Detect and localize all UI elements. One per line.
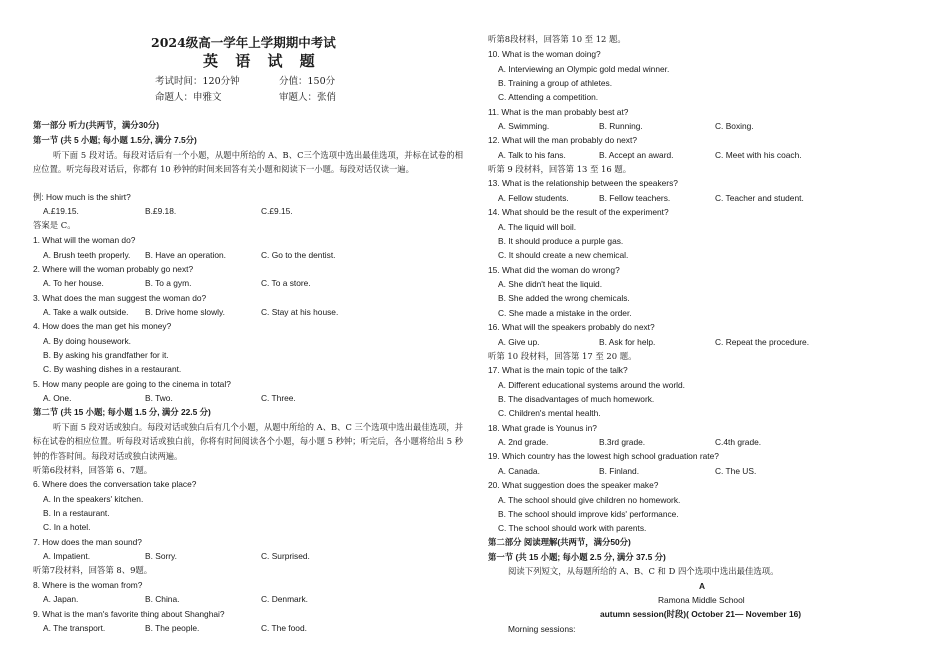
passage-morning-sessions: Morning sessions: — [508, 624, 576, 634]
q20-option-a: A. The school should give children no homework. — [498, 495, 681, 505]
q11-option-b: B. Running. — [599, 121, 643, 131]
q8-option-a: A. Japan. — [43, 594, 79, 604]
example-option-b: B.£9.18. — [145, 206, 177, 216]
q10-option-b: B. Training a group of athletes. — [498, 78, 613, 88]
q19-option-c: C. The US. — [715, 466, 757, 476]
cue-6-7: 听第6段材料，回答第 6、7题。 — [33, 465, 153, 475]
question-13: 13. What is the relationship between the speakers? — [488, 178, 678, 188]
question-16: 16. What will the speakers probably do next? — [488, 322, 655, 332]
q15-option-b: B. She added the wrong chemicals. — [498, 293, 630, 303]
q14-option-b: B. It should produce a purple gas. — [498, 236, 624, 246]
q3-option-c: C. Stay at his house. — [261, 307, 339, 317]
q10-option-a: A. Interviewing an Olympic gold medal winner. — [498, 64, 670, 74]
q10-option-c: C. Attending a competition. — [498, 92, 599, 102]
q6-option-a: A. In the speakers' kitchen. — [43, 494, 144, 504]
q9-option-a: A. The transport. — [43, 623, 106, 633]
question-7: 7. How does the man sound? — [33, 537, 142, 547]
q5-option-b: B. Two. — [145, 393, 173, 403]
q12-option-a: A. Talk to his fans. — [498, 150, 566, 160]
part2-section1-heading: 第一节 (共 15 小题; 每小题 2.5 分, 满分 37.5 分) — [488, 552, 666, 562]
q6-option-c: C. In a hotel. — [43, 522, 91, 532]
exam-subject: 英 语 试 题 — [203, 52, 321, 70]
question-10: 10. What is the woman doing? — [488, 49, 601, 59]
question-1: 1. What will the woman do? — [33, 235, 136, 245]
cue-10-12: 听第8段材料，回答第 10 至 12 题。 — [488, 34, 626, 44]
q2-option-c: C. To a store. — [261, 278, 311, 288]
part1-section2-heading: 第二节 (共 15 小题; 每小题 1.5 分, 满分 22.5 分) — [33, 407, 211, 417]
q4-option-a: A. By doing housework. — [43, 336, 131, 346]
q18-option-a: A. 2nd grade. — [498, 437, 549, 447]
question-6: 6. Where does the conversation take place? — [33, 479, 197, 489]
part1-section1-heading: 第一节 (共 5 小题; 每小题 1.5分, 满分 7.5分) — [33, 135, 197, 145]
q9-option-c: C. The food. — [261, 623, 307, 633]
q19-option-a: A. Canada. — [498, 466, 540, 476]
q20-option-c: C. The school should work with parents. — [498, 523, 647, 533]
question-4: 4. How does the man get his money? — [33, 321, 172, 331]
q4-option-b: B. By asking his grandfather for it. — [43, 350, 169, 360]
q6-option-b: B. In a restaurant. — [43, 508, 110, 518]
q13-option-c: C. Teacher and student. — [715, 193, 804, 203]
q17-option-b: B. The disadvantages of much homework. — [498, 394, 655, 404]
part2-instructions: 阅读下列短文，从每题所给的 A、B、C 和 D 四个选项中选出最佳选项。 — [508, 566, 779, 576]
q16-option-b: B. Ask for help. — [599, 337, 656, 347]
exam-time: 考试时间：120分钟 — [155, 76, 240, 87]
question-8: 8. Where is the woman from? — [33, 580, 143, 590]
q8-option-c: C. Denmark. — [261, 594, 309, 604]
q1-option-a: A. Brush teeth properly. — [43, 250, 131, 260]
q16-option-a: A. Give up. — [498, 337, 540, 347]
question-14: 14. What should be the result of the experiment? — [488, 207, 669, 217]
passage-session: autumn session(时段)( October 21— November 16) — [600, 609, 802, 619]
q1-option-c: C. Go to the dentist. — [261, 250, 336, 260]
example-option-a: A.£19.15. — [43, 206, 79, 216]
q17-option-a: A. Different educational systems around the world. — [498, 380, 685, 390]
q7-option-c: C. Surprised. — [261, 551, 310, 561]
question-20: 20. What suggestion does the speaker make? — [488, 480, 659, 490]
q4-option-c: C. By washing dishes in a restaurant. — [43, 364, 182, 374]
question-19: 19. Which country has the lowest high school graduation rate? — [488, 451, 719, 461]
part1-section2-instructions: 听下面 5 段对话或独白。每段对话或独白后有几个小题，从题中所给的 A、B、C 三个选项中选出最佳选项，并标在试卷的相应位置。听每段对话或独白前，你将有时间阅读各个小题，每小题 5 秒钟；听完后，各小题将给出 5 秒钟的作答时间。每段对话或独白读两遍。 — [33, 422, 463, 461]
q20-option-b: B. The school should improve kids' performance. — [498, 509, 679, 519]
q18-option-c: C.4th grade. — [715, 437, 762, 447]
q2-option-b: B. To a gym. — [145, 278, 192, 288]
q18-option-b: B.3rd grade. — [599, 437, 646, 447]
q16-option-c: C. Repeat the procedure. — [715, 337, 810, 347]
q15-option-a: A. She didn't heat the liquid. — [498, 279, 603, 289]
q2-option-a: A. To her house. — [43, 278, 104, 288]
q7-option-a: A. Impatient. — [43, 551, 91, 561]
q8-option-b: B. China. — [145, 594, 180, 604]
example-option-c: C.£9.15. — [261, 206, 293, 216]
question-18: 18. What grade is Younus in? — [488, 423, 597, 433]
q12-option-b: B. Accept an award. — [599, 150, 674, 160]
part1-heading: 第一部分 听力(共两节，满分30分) — [33, 120, 160, 130]
q17-option-c: C. Children's mental health. — [498, 408, 601, 418]
q9-option-b: B. The people. — [145, 623, 200, 633]
question-11: 11. What is the man probably best at? — [488, 107, 629, 117]
q11-option-c: C. Boxing. — [715, 121, 754, 131]
question-15: 15. What did the woman do wrong? — [488, 265, 620, 275]
q5-option-c: C. Three. — [261, 393, 296, 403]
passage-title: Ramona Middle School — [658, 595, 745, 605]
part1-section1-instructions: 听下面 5 段对话。每段对话后有一个小题，从题中所给的 A、B、C三个选项中选出最佳选项，并标在试卷的相应位置。听完每段对话后，你都有 10 秒钟的时间来回答有关小题和阅读下一小题。每段对话仅读一遍。 — [33, 150, 463, 175]
passage-label: A — [699, 581, 706, 591]
example-question: 例: How much is the shirt? — [33, 192, 131, 202]
q14-option-c: C. It should create a new chemical. — [498, 250, 629, 260]
example-answer: 答案是 C。 — [33, 220, 76, 230]
exam-title: 2024级高一学年上学期期中考试 — [151, 35, 336, 50]
question-3: 3. What does the man suggest the woman do? — [33, 293, 207, 303]
q11-option-a: A. Swimming. — [498, 121, 550, 131]
q1-option-b: B. Have an operation. — [145, 250, 227, 260]
q13-option-a: A. Fellow students. — [498, 193, 569, 203]
question-2: 2. Where will the woman probably go next? — [33, 264, 194, 274]
exam-score: 分值：150分 — [279, 76, 336, 87]
cue-17-20: 听第 10 段材料，回答第 17 至 20 题。 — [488, 351, 637, 361]
q12-option-c: C. Meet with his coach. — [715, 150, 802, 160]
part2-heading: 第二部分 阅读理解(共两节，满分50分) — [488, 537, 631, 547]
question-5: 5. How many people are going to the cinema in total? — [33, 379, 231, 389]
q5-option-a: A. One. — [43, 393, 72, 403]
question-9: 9. What is the man's favorite thing about Shanghai? — [33, 609, 225, 619]
exam-reviewer: 审题人：张俏 — [279, 92, 337, 103]
question-12: 12. What will the man probably do next? — [488, 135, 637, 145]
q15-option-c: C. She made a mistake in the order. — [498, 308, 632, 318]
q14-option-a: A. The liquid will boil. — [498, 222, 577, 232]
q7-option-b: B. Sorry. — [145, 551, 177, 561]
q13-option-b: B. Fellow teachers. — [599, 193, 671, 203]
cue-13-16: 听第 9 段材料，回答第 13 至 16 题。 — [488, 164, 632, 174]
question-17: 17. What is the main topic of the talk? — [488, 365, 628, 375]
q3-option-b: B. Drive home slowly. — [145, 307, 225, 317]
q19-option-b: B. Finland. — [599, 466, 640, 476]
cue-8-9: 听第7段材料，回答第 8、9题。 — [33, 565, 153, 575]
q3-option-a: A. Take a walk outside. — [43, 307, 129, 317]
exam-author: 命题人：申雅文 — [155, 92, 222, 103]
